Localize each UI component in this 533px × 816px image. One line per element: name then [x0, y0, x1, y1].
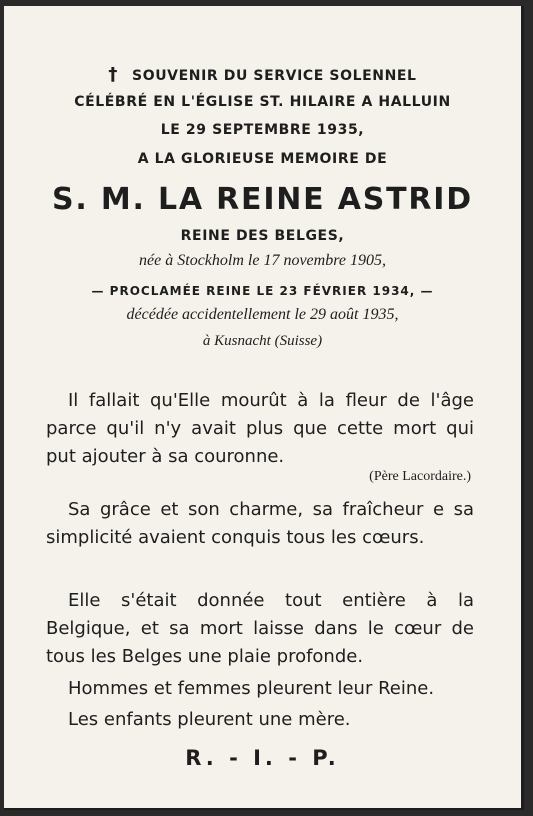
death-line: décédée accidentellement le 29 août 1935, [126, 306, 399, 323]
paragraph-grace: Sa grâce et son charme, sa fraîcheur e sa simplicité avaient conquis tous les cœurs. [46, 499, 474, 548]
cross-icon: † [108, 64, 119, 85]
death-place-line: à Kusnacht (Suisse) [202, 333, 323, 349]
paragraph-children: Les enfants pleurent une mère. [68, 709, 351, 730]
proclamation-line: — PROCLAMÉE REINE LE 23 FÉVRIER 1934, — [91, 284, 434, 298]
subtitle: REINE DES BELGES, [180, 228, 345, 244]
header-line-4: A LA GLORIEUSE MEMOIRE DE [137, 151, 388, 167]
paragraph-mourning: Hommes et femmes pleurent leur Reine. [68, 678, 435, 699]
quote-attribution: (Père Lacordaire.) [369, 469, 471, 484]
header-line-2: CÉLÉBRÉ EN L'ÉGLISE ST. HILAIRE A HALLUIN [74, 94, 451, 110]
quote-paragraph: Il fallait qu'Elle mourût à la fleur de l'âge parce qu'il n'y avait plus que cette mort qui put ajouter à sa couronne. [46, 390, 474, 467]
header-line-1-text: SOUVENIR DU SERVICE SOLENNEL [132, 68, 417, 84]
header-line-3: LE 29 SEPTEMBRE 1935, [160, 122, 365, 138]
memorial-card [4, 6, 524, 810]
queen-name-title: S. M. LA REINE ASTRID [52, 182, 473, 217]
rip-closing: R. - I. - P. [185, 746, 340, 770]
birth-line: née à Stockholm le 17 novembre 1905, [139, 252, 386, 269]
paragraph-belgium: Elle s'était donnée tout entière à la Belgique, et sa mort laisse dans le cœur de tous les Belges une plaie profonde. [46, 590, 474, 667]
header-line-1 [4, 64, 521, 85]
